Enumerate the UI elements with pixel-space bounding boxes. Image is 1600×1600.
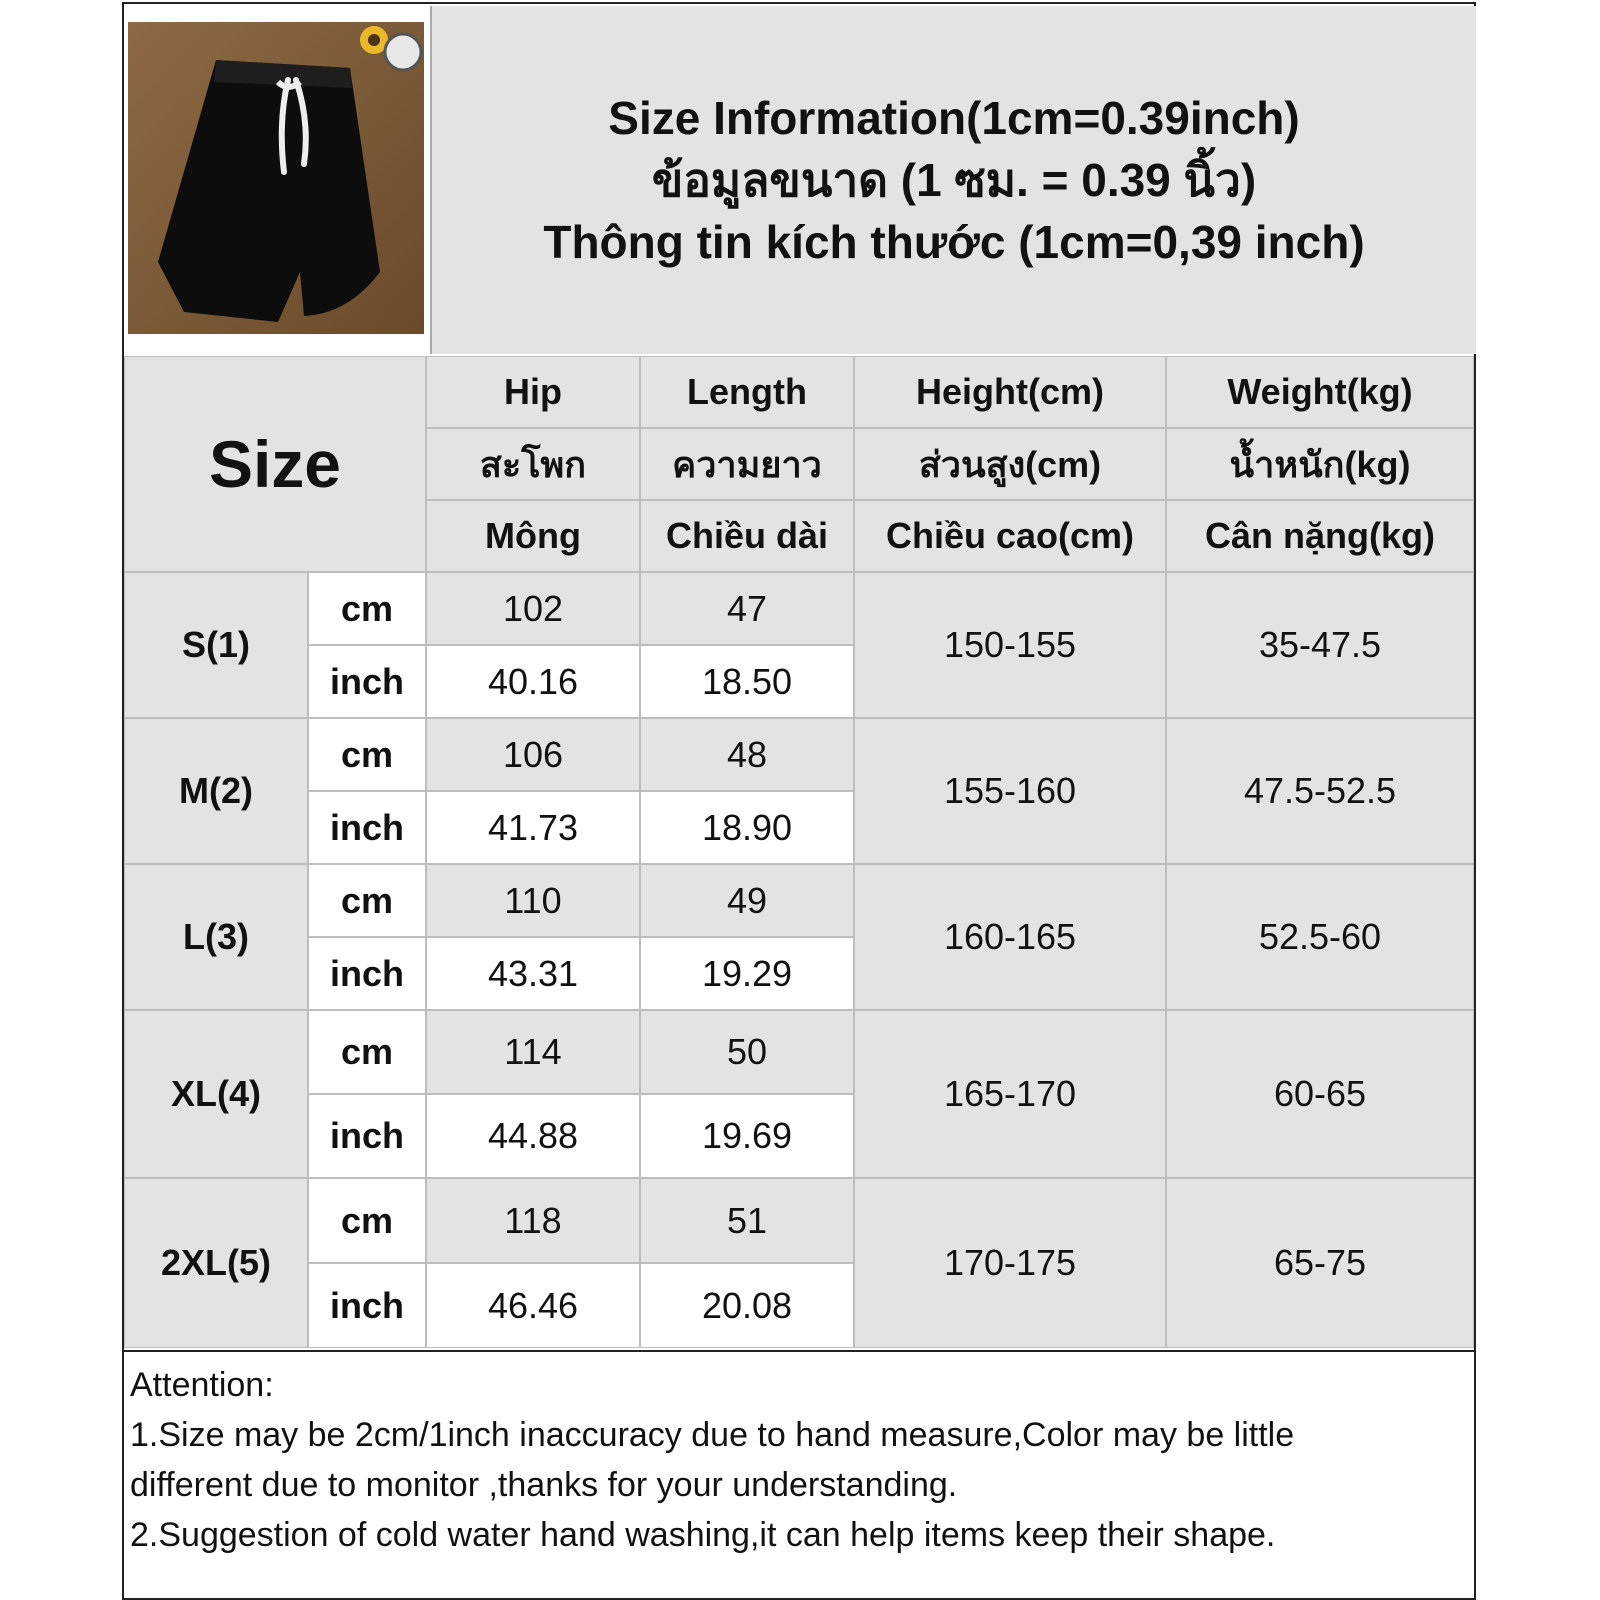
note-1: 1.Size may be 2cm/1inch inaccuracy due to hand measure,Color may be little [130,1416,1295,1454]
unit-inch: inch [308,1094,426,1178]
size-label: XL(4) [124,1010,308,1178]
col-height-en: Height(cm) [854,356,1166,428]
weight-range: 60-65 [1166,1010,1474,1178]
unit-cm: cm [308,572,426,645]
hip-cm: 106 [426,718,640,791]
weight-range: 52.5-60 [1166,864,1474,1010]
height-range: 150-155 [854,572,1166,718]
unit-cm: cm [308,1178,426,1263]
weight-range: 35-47.5 [1166,572,1474,718]
length-inch: 18.90 [640,791,854,864]
length-cm: 47 [640,572,854,645]
length-inch: 19.69 [640,1094,854,1178]
unit-inch: inch [308,1263,426,1348]
note-1-continued: different due to monitor ,thanks for your understanding. [130,1466,958,1504]
product-photo [128,22,424,334]
col-length-th: ความยาว [640,428,854,500]
unit-inch: inch [308,645,426,718]
size-header: Size [208,427,342,501]
weight-range: 47.5-52.5 [1166,718,1474,864]
length-inch: 20.08 [640,1263,854,1348]
col-length-en: Length [640,356,854,428]
size-label: L(3) [124,864,308,1010]
title-thai: ข้อมูลขนาด (1 ซม. = 0.39 นิ้ว) [651,154,1257,206]
height-range: 155-160 [854,718,1166,864]
hip-cm: 110 [426,864,640,937]
col-weight-th: น้ำหนัก(kg) [1166,428,1474,500]
length-cm: 50 [640,1010,854,1094]
hip-inch: 43.31 [426,937,640,1010]
length-cm: 51 [640,1178,854,1263]
unit-inch: inch [308,791,426,864]
size-label: 2XL(5) [124,1178,308,1348]
shorts-image [128,22,424,334]
height-range: 165-170 [854,1010,1166,1178]
size-chart [122,2,1476,1600]
hip-inch: 41.73 [426,791,640,864]
note-2: 2.Suggestion of cold water hand washing,it can help items keep their shape. [130,1516,1276,1554]
size-label: M(2) [124,718,308,864]
hip-cm: 118 [426,1178,640,1263]
height-range: 160-165 [854,864,1166,1010]
title-block [430,6,1476,354]
unit-inch: inch [308,937,426,1010]
length-inch: 19.29 [640,937,854,1010]
col-weight-vi: Cân nặng(kg) [1166,500,1474,572]
col-hip-en: Hip [426,356,640,428]
col-hip-vi: Mông [426,500,640,572]
hip-inch: 44.88 [426,1094,640,1178]
size-label: S(1) [124,572,308,718]
hip-cm: 114 [426,1010,640,1094]
hip-cm: 102 [426,572,640,645]
col-hip-th: สะโพก [426,428,640,500]
title-vietnamese: Thông tin kích thước (1cm=0,39 inch) [543,216,1365,268]
attention-notes [124,1350,1474,1598]
notes-heading: Attention: [130,1366,274,1404]
unit-cm: cm [308,718,426,791]
hip-inch: 40.16 [426,645,640,718]
title-english: Size Information(1cm=0.39inch) [608,92,1300,144]
weight-range: 65-75 [1166,1178,1474,1348]
col-height-th: ส่วนสูง(cm) [854,428,1166,500]
unit-cm: cm [308,864,426,937]
clock-icon [385,34,421,70]
hip-inch: 46.46 [426,1263,640,1348]
length-cm: 49 [640,864,854,937]
length-inch: 18.50 [640,645,854,718]
col-length-vi: Chiều dài [640,500,854,572]
height-range: 170-175 [854,1178,1166,1348]
col-weight-en: Weight(kg) [1166,356,1474,428]
length-cm: 48 [640,718,854,791]
unit-cm: cm [308,1010,426,1094]
size-header-cell [124,356,426,572]
col-height-vi: Chiều cao(cm) [854,500,1166,572]
